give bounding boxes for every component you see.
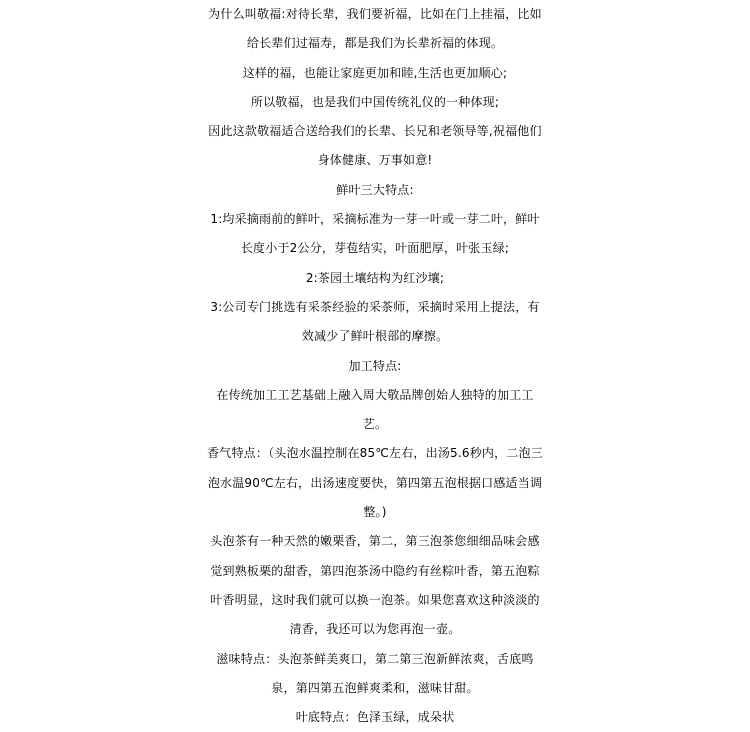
text-line: 在传统加工工艺基础上融入周大敬品牌创始人独特的加工工 (216, 387, 534, 402)
text-line: 身体健康、万事如意! (317, 153, 433, 168)
text-line: 香气特点：（头泡水温控制在85℃左右，出汤5.6秒内，二泡三 (207, 446, 543, 461)
text-line: 艺。 (362, 417, 388, 432)
text-line: 2:茶园土壤结构为红沙壤; (305, 270, 445, 285)
text-line: 3:公司专门挑选有采茶经验的采茶师，采摘时采用上提法，有 (210, 299, 540, 314)
text-line: 给长辈们过福寿，都是我们为长辈祈福的体现。 (246, 36, 504, 51)
section-heading-fresh-leaf: 鲜叶三大特点: (336, 182, 414, 197)
text-line: 长度小于2公分，芽苞结实，叶面肥厚，叶张玉绿; (240, 241, 510, 256)
text-line: 叶底特点：色泽玉绿，成朵状 (295, 710, 455, 725)
text-line: 叶香明显，这时我们就可以换一泡茶。如果您喜欢这种淡淡的 (210, 592, 540, 607)
text-line: 1:均采摘雨前的鲜叶，采摘标准为一芽一叶或一芽二叶，鲜叶 (210, 212, 540, 227)
text-line: 整。) (363, 505, 387, 520)
text-line: 清香，我还可以为您再泡一壶。 (289, 622, 461, 637)
text-line: 泉，第四第五泡鲜爽柔和，滋味甘甜。 (271, 680, 479, 695)
text-line: 这样的福，也能让家庭更加和睦,生活也更加顺心; (242, 65, 508, 80)
text-line: 滋味特点：头泡茶鲜美爽口，第二第三泡新鲜浓爽，舌底鸣 (216, 651, 534, 666)
text-line: 头泡茶有一种天然的嫩栗香，第二，第三泡茶您细细品味会感 (210, 534, 540, 549)
section-heading-processing: 加工特点: (348, 358, 402, 373)
text-line: 为什么叫敬福:对待长辈，我们要祈福，比如在门上挂福，比如 (208, 7, 542, 21)
text-line: 所以敬福，也是我们中国传统礼仪的一种体现; (250, 94, 500, 109)
text-line: 泡水温90℃左右，出汤速度要快，第四第五泡根据口感适当调 (207, 475, 543, 490)
text-line: 觉到熟板栗的甜香，第四泡茶汤中隐约有丝粽叶香，第五泡粽 (210, 563, 540, 578)
text-line: 因此这款敬福适合送给我们的长辈、长兄和老领导等,祝福他们 (208, 124, 542, 139)
text-line: 效减少了鲜叶根部的摩擦。 (301, 329, 449, 344)
